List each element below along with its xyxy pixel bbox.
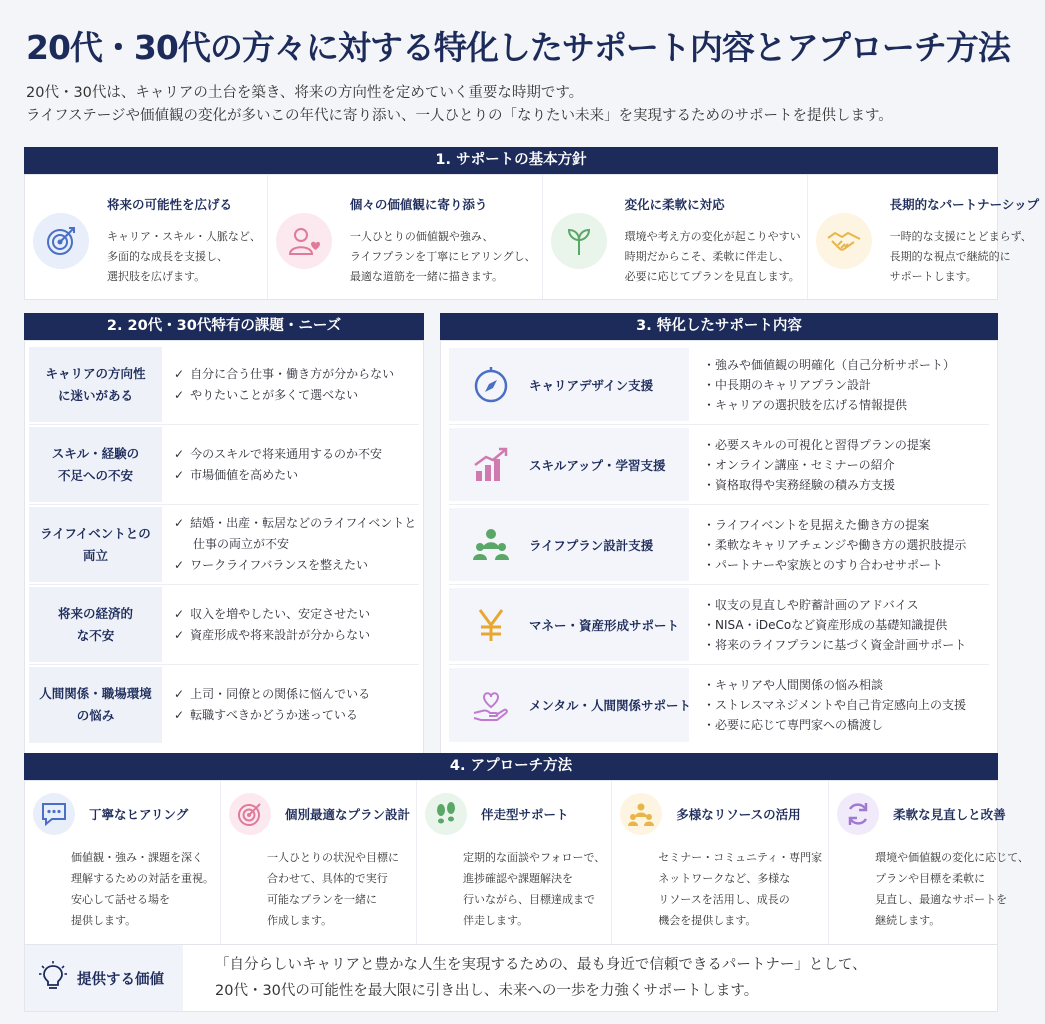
support-row [449,585,989,665]
challenge-label-line: な不安 [76,627,115,643]
challenge-label-line: キャリアの方向性 [45,365,146,381]
policy-line: 長期的な視点で継続的に [889,250,1011,263]
policy-line: ライフプランを丁寧にヒアリングし、 [349,250,536,263]
policy-line: 必要に応じてプランを見直します。 [624,270,800,283]
approach-heading: 個別最適なプラン設計 [285,807,411,822]
policy-line: 一人ひとりの価値観や強み、 [349,230,494,243]
support-row-header [449,348,689,421]
challenge-item: ✓ 転職すべきかどうか迷っている [174,708,358,722]
approach-description: 価値観・強み・課題を深く 理解するための対話を重視。 安心して話せる場を 提供します。 [71,851,214,927]
policy-line: サポートします。 [889,270,977,283]
speech-bubble-icon [33,793,75,835]
approach-card [24,780,1029,956]
policy-description [890,227,1040,287]
section-title: 3. 特化したサポート内容 [440,313,998,340]
policy-item [268,175,543,299]
support-row-header [449,668,692,742]
support-item: ・キャリアや人間関係の悩み相談 [703,678,884,692]
value-line: 20代・30代の可能性を最大限に引き出し、未来への一歩を力強くサポートします。 [215,983,759,999]
approach-item [417,781,612,955]
policy-line: 時期だからこそ、柔軟に伴走し、 [624,250,790,263]
challenge-label-line: 将来の経済的 [57,605,133,621]
policy-item [808,175,1045,299]
section-title: 4. アプローチ方法 [24,753,998,780]
section-challenges [24,313,424,769]
challenge-label-line: 不足への不安 [57,467,133,483]
heart-hand-icon [469,683,513,727]
support-row [449,425,989,505]
challenges-card [24,340,424,769]
support-item: ・キャリアの選択肢を広げる情報提供 [703,397,908,412]
policy-description [350,227,536,287]
challenge-item: ✓ やりたいことが多くて選べない [174,387,359,402]
policy-description [107,227,261,287]
handshake-icon [816,213,872,269]
challenge-row [29,665,419,745]
policy-heading: 個々の価値観に寄り添う [349,197,488,212]
challenge-label-line: スキル・経験の [51,445,140,461]
support-row-header [449,428,689,501]
support-item: ・パートナーや家族とのすり合わせサポート [703,557,944,572]
check-icon: ✓ [174,708,185,722]
approach-heading: 伴走型サポート [481,807,569,822]
support-item: ・必要に応じて専門家への橋渡し [703,718,884,732]
support-name: ライフプラン設計支援 [529,537,654,553]
support-row [449,665,989,745]
policy-item [25,175,268,299]
approach-heading: 柔軟な見直しと改善 [893,807,1006,822]
intro-line: ライフステージや価値観の変化が多いこの年代に寄り添い、一人ひとりの「なりたい未来」を実現するためのサポートを提供します。 [26,108,893,124]
approach-description: セミナー・コミュニティ・専門家 ネットワークなど、多様な リソースを活用し、成長の 機会を提供します。 [658,851,823,927]
challenge-item: 仕事の両立が不安 [193,537,290,551]
approach-description: 環境や価値観の変化に応じて、 プランや目標を柔軟に 見直し、最適なサポートを 継続します。 [875,851,1029,927]
challenge-label-line: ライフイベントとの [40,525,151,541]
challenge-label-line: 人間関係・職場環境 [39,686,152,701]
support-items [689,345,989,424]
check-icon: ✓ [174,366,185,381]
support-items [689,505,989,584]
section-support-content [440,313,998,769]
challenge-row [29,425,419,505]
policy-line: 多面的な成長を支援し、 [107,250,228,263]
support-items [689,585,989,664]
policy-line: キャリア・スキル・人脈など、 [107,230,261,243]
support-name: メンタル・人間関係サポート [529,698,692,713]
policy-line: 環境や考え方の変化が起こりやすい [624,230,801,243]
challenge-items [162,505,419,584]
policy-line: 一時的な支援にとどまらず、 [889,230,1032,243]
challenge-item: ✓ 収入を増やしたい、安定させたい [174,606,371,621]
policy-line: 選択肢を広げます。 [107,270,206,283]
approach-item [221,781,417,955]
challenge-item: ✓ 資産形成や将来設計が分からない [174,627,371,642]
value-header [25,945,183,1011]
section-title: 2. 20代・30代特有の課題・ニーズ [24,313,424,340]
support-item: ・収支の見直しや貯蓄計画のアドバイス [703,597,919,612]
challenge-items [162,585,419,664]
section-basic-policy [24,147,1040,300]
support-item: ・資格取得や実務経験の積み方支援 [703,477,896,492]
section-approach [24,753,1029,956]
challenge-items [162,425,419,504]
challenge-label [29,667,162,743]
challenge-item: ✓ 結婚・出産・転居などのライフイベントと [174,516,417,530]
support-item: ・強みや価値観の明確化（自己分析サポート） [703,357,956,372]
sprout-icon [551,213,607,269]
support-item: ・ライフイベントを見据えた働き方の提案 [703,517,930,532]
approach-item [612,781,829,955]
value-box [24,944,998,1012]
support-name: マネー・資産形成サポート [529,617,680,633]
challenge-label [29,507,162,582]
approach-item [829,781,1035,955]
approach-item [25,781,221,955]
challenge-items [162,345,419,424]
check-icon: ✓ [174,606,185,621]
support-item: ・必要スキルの可視化と習得プランの提案 [703,437,931,452]
challenge-label [29,427,162,502]
support-name: キャリアデザイン支援 [529,377,654,393]
check-icon: ✓ [174,467,185,482]
footprints-icon [425,793,467,835]
value-label: 提供する価値 [77,971,164,988]
challenge-item: ✓ 市場価値を高めたい [174,467,299,482]
policy-card [24,174,1040,300]
check-icon: ✓ [174,446,185,461]
policy-description [625,227,801,287]
support-row [449,345,989,425]
people-icon [469,523,513,567]
policy-heading: 変化に柔軟に対応 [624,197,725,212]
page-title: 20代・30代の方々に対する特化したサポート内容とアプローチ方法 [26,28,1010,67]
policy-line: 最適な道筋を一緒に描きます。 [349,270,504,283]
challenge-label [29,587,162,662]
challenge-row [29,585,419,665]
network-icon [620,793,662,835]
challenge-item: ✓ 今のスキルで将来通用するのか不安 [174,446,382,461]
check-icon: ✓ [174,387,185,402]
yen-icon [469,603,513,647]
challenge-row [29,505,419,585]
support-items [689,665,989,745]
support-name: スキルアップ・学習支援 [529,457,666,473]
check-icon: ✓ [174,516,185,530]
intro-text [26,82,1006,128]
support-row [449,505,989,585]
value-statement [183,945,867,1011]
support-item: ・柔軟なキャリアチェンジや働き方の選択肢提示 [703,537,967,552]
person-heart-icon [276,213,332,269]
support-row-header [449,588,689,661]
support-item: ・中長期のキャリアプラン設計 [703,377,872,392]
challenge-items [162,665,419,745]
challenge-item: ✓ 自分に合う仕事・働き方が分からない [174,366,395,381]
target-icon [229,793,271,835]
support-item: ・オンライン講座・セミナーの紹介 [703,457,895,472]
support-items [689,425,989,504]
policy-item [543,175,808,299]
intro-line: 20代・30代は、キャリアの土台を築き、将来の方向性を定めていく重要な時期です。 [26,85,584,101]
approach-description: 一人ひとりの状況や目標に 合わせて、具体的で実行 可能なプランを一緒に 作成します。 [267,851,399,927]
check-icon: ✓ [174,558,185,572]
check-icon: ✓ [174,627,185,642]
challenge-item: ✓ 上司・同僚との関係に悩んでいる [174,687,371,701]
challenge-row [29,345,419,425]
policy-heading: 将来の可能性を広げる [107,197,233,212]
compass-icon [469,363,513,407]
section-title: 1. サポートの基本方針 [24,147,998,174]
approach-heading: 丁寧なヒアリング [89,807,189,822]
value-line: 「自分らしいキャリアと豊かな人生を実現するための、最も身近で信頼できるパートナー」として、 [215,957,867,973]
support-item: ・将来のライフプランに基づく資金計画サポート [703,637,967,652]
target-icon [33,213,89,269]
check-icon: ✓ [174,687,185,701]
support-item: ・ストレスマネジメントや自己肯定感向上の支援 [703,698,967,712]
challenge-label [29,347,162,422]
support-card [440,340,998,769]
challenge-label-line: 両立 [82,547,108,563]
lightbulb-icon [39,961,67,995]
support-row-header [449,508,689,581]
approach-description: 定期的な面談やフォローで、 進捗確認や課題解決を 行いながら、目標達成まで 伴走します。 [463,851,606,927]
refresh-icon [837,793,879,835]
growth-chart-icon [469,443,513,487]
support-item: ・NISA・iDeCoなど資産形成の基礎知識提供 [703,617,948,632]
challenge-item: ✓ ワークライフバランスを整えたい [174,558,369,572]
approach-heading: 多様なリソースの活用 [676,807,801,822]
policy-heading: 長期的なパートナーシップ [889,197,1040,212]
challenge-label-line: に迷いがある [57,387,133,403]
challenge-label-line: の悩み [76,708,115,723]
